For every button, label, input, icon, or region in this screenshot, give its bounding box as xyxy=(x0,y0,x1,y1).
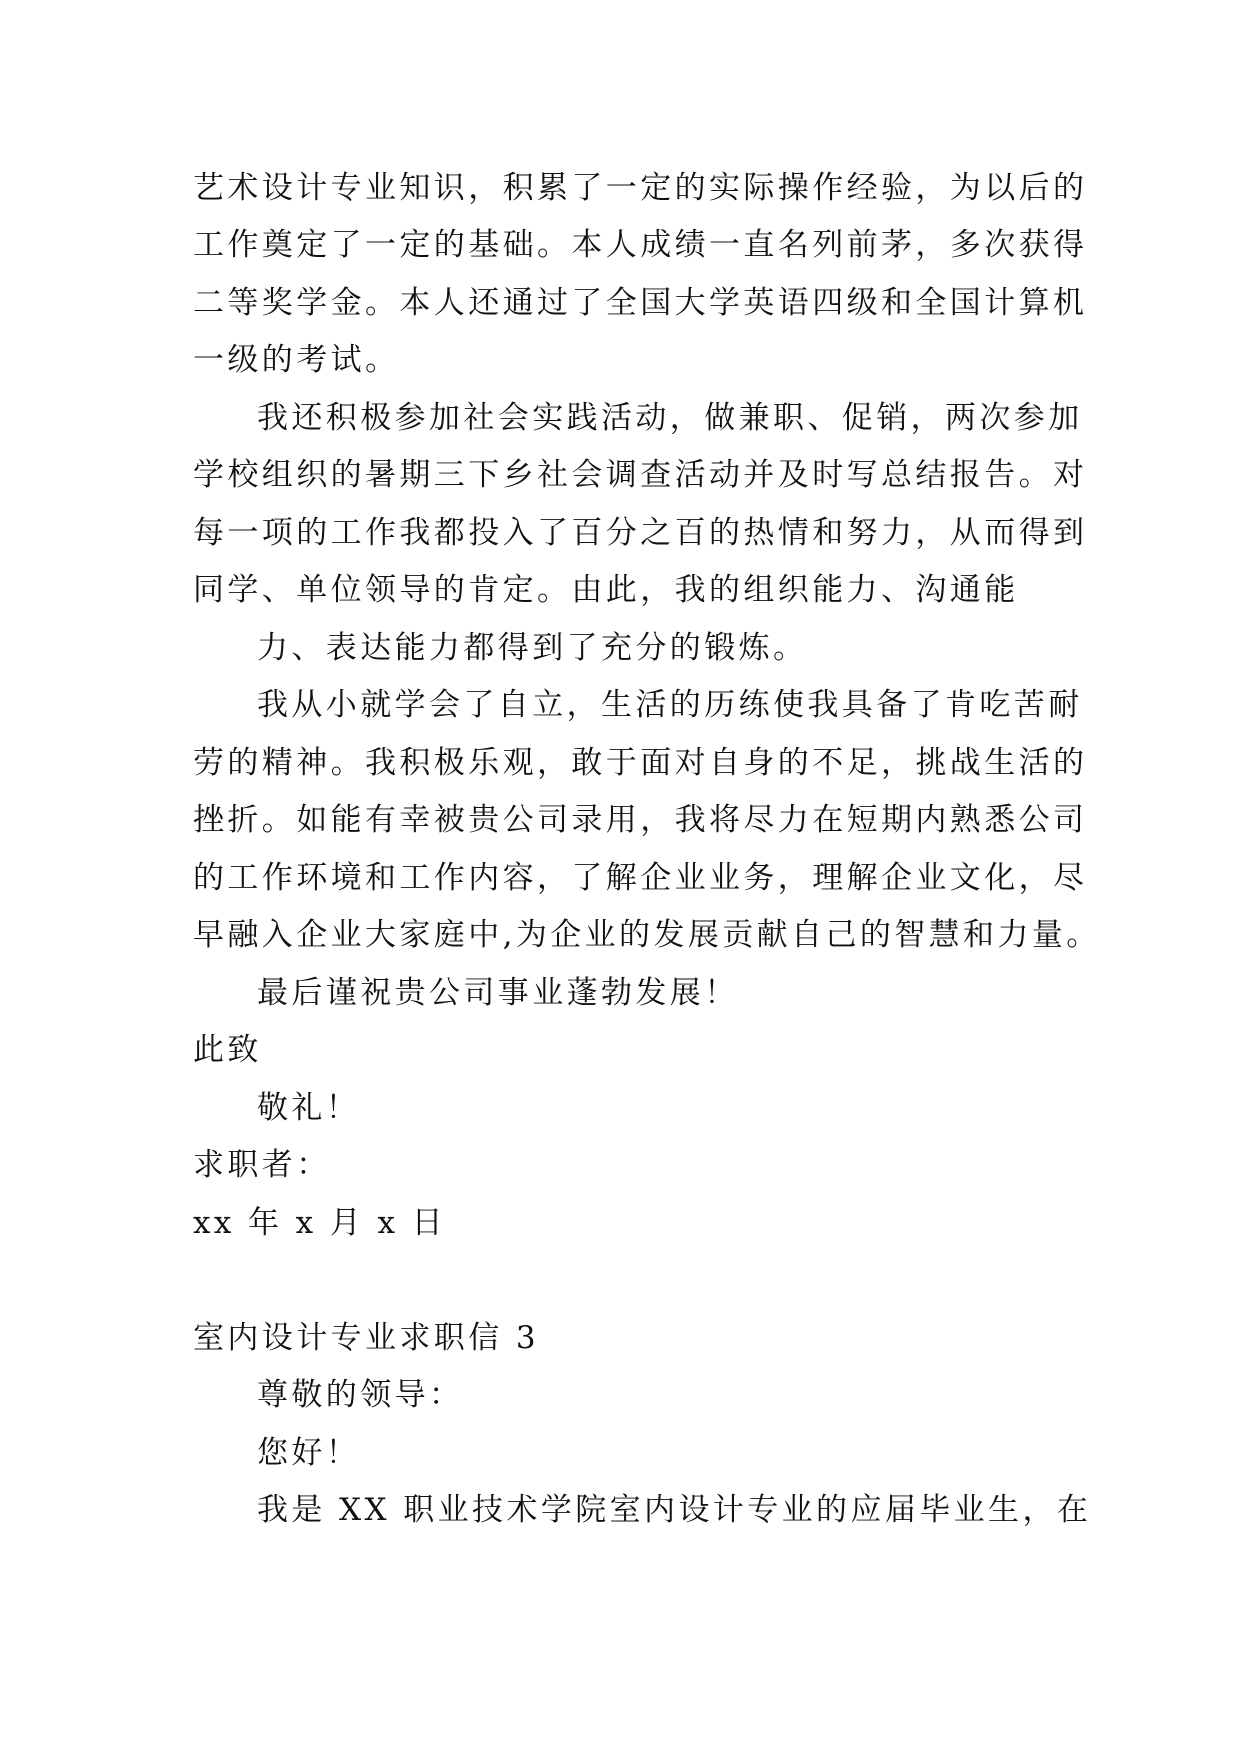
text-line: 力、表达能力都得到了充分的锻炼。 xyxy=(257,630,808,666)
text-line: 我是 XX 职业技术学院室内设计专业的应届毕业生，在 xyxy=(257,1492,1092,1528)
text-line: 最后谨祝贵公司事业蓬勃发展！ xyxy=(257,975,739,1011)
greeting-line: 尊敬的领导： xyxy=(257,1377,464,1413)
text-line: 工作奠定了一定的基础。本人成绩一直名列前茅，多次获得 xyxy=(193,227,1088,263)
text-line: 我从小就学会了自立，生活的历练使我具备了肯吃苦耐 xyxy=(257,687,1083,723)
text-line: 二等奖学金。本人还通过了全国大学英语四级和全国计算机 xyxy=(193,285,1088,321)
text-line: 一级的考试。 xyxy=(193,342,400,378)
greeting-line: 您好！ xyxy=(257,1435,361,1471)
text-line: 每一项的工作我都投入了百分之百的热情和努力，从而得到 xyxy=(193,515,1088,551)
text-line: 劳的精神。我积极乐观，敢于面对自身的不足，挑战生活的 xyxy=(193,745,1088,781)
section-title: 室内设计专业求职信 3 xyxy=(193,1320,539,1356)
text-line: 同学、单位领导的肯定。由此，我的组织能力、沟通能 xyxy=(193,572,1019,608)
text-line: 早融入企业大家庭中,为企业的发展贡献自己的智慧和力量。 xyxy=(193,917,1101,953)
signature-label: 求职者： xyxy=(193,1147,331,1183)
text-line: 我还积极参加社会实践活动，做兼职、促销，两次参加 xyxy=(257,400,1083,436)
date-line: xx 年 x 月 x 日 xyxy=(193,1205,447,1241)
text-line: 挫折。如能有幸被贵公司录用，我将尽力在短期内熟悉公司 xyxy=(193,802,1088,838)
text-line: 艺术设计专业知识，积累了一定的实际操作经验，为以后的 xyxy=(193,170,1088,206)
salutation-line: 敬礼！ xyxy=(257,1090,361,1126)
text-line: 学校组织的暑期三下乡社会调查活动并及时写总结报告。对 xyxy=(193,457,1088,493)
salutation-line: 此致 xyxy=(193,1032,262,1068)
text-line: 的工作环境和工作内容，了解企业业务，理解企业文化，尽 xyxy=(193,860,1088,896)
